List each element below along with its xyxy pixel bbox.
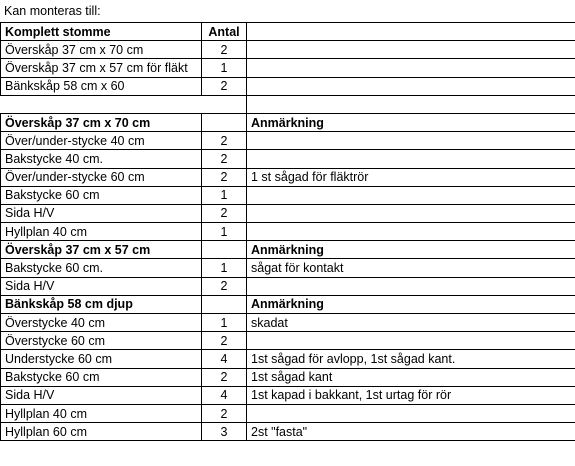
quantity-cell[interactable]: 3 bbox=[202, 423, 247, 441]
table-row bbox=[1, 368, 575, 386]
remark-cell[interactable] bbox=[247, 23, 575, 41]
quantity-cell[interactable]: 2 bbox=[202, 132, 247, 150]
remark-cell[interactable]: Anmärkning bbox=[247, 241, 575, 259]
table-row bbox=[1, 386, 575, 404]
quantity-cell[interactable]: 1 bbox=[202, 186, 247, 204]
remark-cell[interactable]: sågat för kontakt bbox=[247, 259, 575, 277]
item-cell[interactable]: Bänkskåp 58 cm djup bbox=[1, 295, 202, 313]
item-cell[interactable]: Hyllplan 60 cm bbox=[1, 423, 202, 441]
remark-cell[interactable]: skadat bbox=[247, 314, 575, 332]
remark-cell[interactable] bbox=[247, 223, 575, 241]
remark-cell[interactable] bbox=[247, 95, 575, 113]
item-cell[interactable]: Hyllplan 40 cm bbox=[1, 404, 202, 422]
section-header-row bbox=[1, 241, 575, 259]
item-cell[interactable]: Komplett stomme bbox=[1, 23, 202, 41]
item-cell[interactable]: Överskåp 37 cm x 70 cm bbox=[1, 41, 202, 59]
table-row bbox=[1, 186, 575, 204]
quantity-cell[interactable] bbox=[202, 113, 247, 131]
item-cell[interactable]: Bakstycke 60 cm. bbox=[1, 259, 202, 277]
table-row bbox=[1, 59, 575, 77]
quantity-cell[interactable]: 2 bbox=[202, 332, 247, 350]
item-cell[interactable]: Över/under-stycke 60 cm bbox=[1, 168, 202, 186]
table-row bbox=[1, 41, 575, 59]
remark-cell[interactable] bbox=[247, 404, 575, 422]
remark-cell[interactable]: Anmärkning bbox=[247, 113, 575, 131]
quantity-cell[interactable]: 2 bbox=[202, 277, 247, 295]
table-row bbox=[1, 314, 575, 332]
remark-cell[interactable] bbox=[247, 332, 575, 350]
item-cell[interactable]: Överskåp 37 cm x 57 cm bbox=[1, 241, 202, 259]
remark-cell[interactable] bbox=[247, 204, 575, 222]
section-header-row bbox=[1, 23, 575, 41]
remark-cell[interactable] bbox=[247, 41, 575, 59]
table-row bbox=[1, 204, 575, 222]
quantity-cell[interactable]: 1 bbox=[202, 259, 247, 277]
remark-cell[interactable] bbox=[247, 59, 575, 77]
table-row bbox=[1, 150, 575, 168]
section-header-row bbox=[1, 113, 575, 131]
remark-cell[interactable] bbox=[247, 277, 575, 295]
item-cell[interactable]: Bakstycke 60 cm bbox=[1, 368, 202, 386]
quantity-cell[interactable] bbox=[202, 241, 247, 259]
quantity-cell[interactable]: 2 bbox=[202, 404, 247, 422]
item-cell[interactable]: Överskåp 37 cm x 70 cm bbox=[1, 113, 202, 131]
item-cell[interactable]: Överskåp 37 cm x 57 cm för fläkt bbox=[1, 59, 202, 77]
quantity-cell[interactable]: 2 bbox=[202, 150, 247, 168]
remark-cell[interactable] bbox=[247, 186, 575, 204]
table-row bbox=[1, 404, 575, 422]
quantity-cell[interactable]: 1 bbox=[202, 223, 247, 241]
item-cell[interactable]: Överstycke 60 cm bbox=[1, 332, 202, 350]
table-row bbox=[1, 132, 575, 150]
quantity-cell[interactable]: 2 bbox=[202, 168, 247, 186]
remark-cell[interactable] bbox=[247, 132, 575, 150]
table-row bbox=[1, 77, 575, 95]
remark-cell[interactable]: 2st "fasta" bbox=[247, 423, 575, 441]
table-row bbox=[1, 332, 575, 350]
table-row bbox=[1, 277, 575, 295]
remark-cell[interactable]: 1 st sågad för fläktrör bbox=[247, 168, 575, 186]
quantity-cell[interactable]: 2 bbox=[202, 77, 247, 95]
sheet-heading: Kan monteras till: bbox=[4, 4, 101, 18]
quantity-cell[interactable]: Antal bbox=[202, 23, 247, 41]
remark-cell[interactable] bbox=[247, 150, 575, 168]
quantity-cell[interactable]: 1 bbox=[202, 314, 247, 332]
section-header-row bbox=[1, 295, 575, 313]
remark-cell[interactable]: 1st kapad i bakkant, 1st urtag för rör bbox=[247, 386, 575, 404]
remark-cell[interactable]: 1st sågad kant bbox=[247, 368, 575, 386]
item-cell[interactable]: Överstycke 40 cm bbox=[1, 314, 202, 332]
table-body bbox=[1, 23, 575, 441]
quantity-cell[interactable]: 2 bbox=[202, 41, 247, 59]
quantity-cell[interactable]: 1 bbox=[202, 59, 247, 77]
item-cell[interactable]: Understycke 60 cm bbox=[1, 350, 202, 368]
item-cell[interactable]: Hyllplan 40 cm bbox=[1, 223, 202, 241]
parts-table bbox=[0, 22, 575, 441]
quantity-cell[interactable]: 4 bbox=[202, 350, 247, 368]
item-cell[interactable]: Bakstycke 60 cm bbox=[1, 186, 202, 204]
item-cell[interactable]: Sida H/V bbox=[1, 277, 202, 295]
quantity-cell[interactable]: 4 bbox=[202, 386, 247, 404]
spacer-row bbox=[1, 95, 575, 113]
quantity-cell[interactable]: 2 bbox=[202, 368, 247, 386]
item-cell[interactable]: Sida H/V bbox=[1, 386, 202, 404]
item-cell[interactable]: Bänkskåp 58 cm x 60 bbox=[1, 77, 202, 95]
quantity-cell[interactable]: 2 bbox=[202, 204, 247, 222]
table-row bbox=[1, 223, 575, 241]
quantity-cell[interactable] bbox=[202, 295, 247, 313]
item-cell[interactable]: Bakstycke 40 cm. bbox=[1, 150, 202, 168]
remark-cell[interactable]: Anmärkning bbox=[247, 295, 575, 313]
item-cell[interactable] bbox=[1, 95, 202, 113]
table-row bbox=[1, 259, 575, 277]
table-row bbox=[1, 350, 575, 368]
remark-cell[interactable] bbox=[247, 77, 575, 95]
table-row bbox=[1, 168, 575, 186]
table-row bbox=[1, 423, 575, 441]
item-cell[interactable]: Över/under-stycke 40 cm bbox=[1, 132, 202, 150]
remark-cell[interactable]: 1st sågad för avlopp, 1st sågad kant. bbox=[247, 350, 575, 368]
item-cell[interactable]: Sida H/V bbox=[1, 204, 202, 222]
quantity-cell[interactable] bbox=[202, 95, 247, 113]
